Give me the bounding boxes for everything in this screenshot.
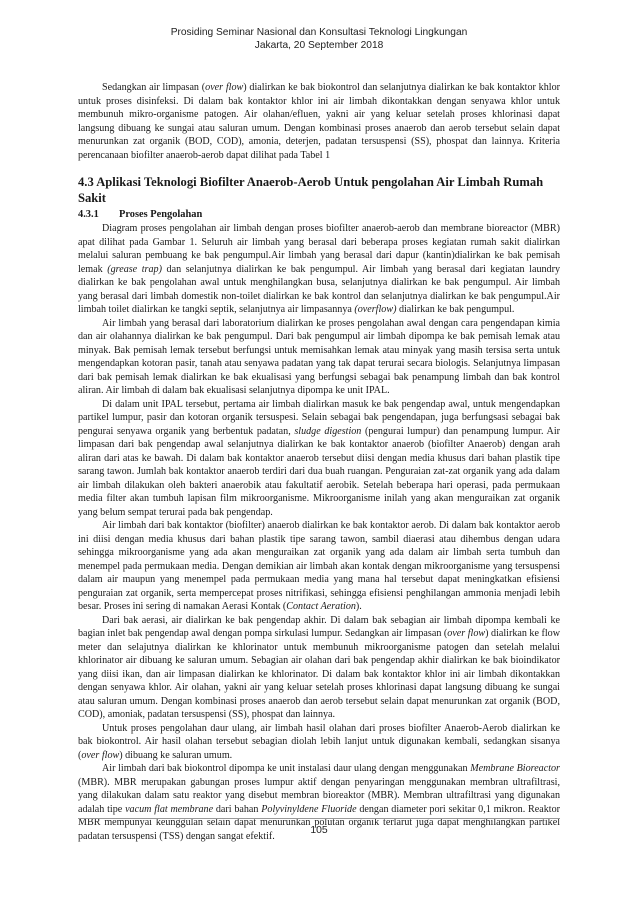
page-number: 105 [310, 825, 328, 836]
paragraph-mbr: Air limbah dari bak biokontrol dipompa ke unit instalasi daur ulang dengan menggunakan Membrane Bioreactor (MBR). MBR merupakan gabungan proses lumpur aktif dengan penyaringan menggunakan membran ultrafiltrasi, yang dilakukan dalam satu reaktor yang disebut membran bioreaktor (MBR). Membran ultrafiltrasi yang digunakan adalah tipe vacum flat membrane dari bahan Polyvinyldene Fluoride dengan diameter pori sekitar 0,1 mikron. Reaktor MBR mempunyai keunggulan selain dapat menurunkan polutan organik terlarut juga dapat menghilangkan partikel padatan tersuspensi (TSS) dengan sangat efektif. [78, 763, 560, 842]
paragraph-recycling: Untuk proses pengolahan daur ulang, air limbah hasil olahan dari proses biofilter Anaerob-Aerob dialirkan ke bak biokontrol. Air hasil olahan tersebut sebagian diolah lebih lanjut untuk digunakan kembali, sedangkan sisanya (over flow) dibuang ke saluran umum. [78, 722, 560, 761]
paragraph-aeration: Dari bak aerasi, air dialirkan ke bak pengendap akhir. Di dalam bak sebagian air limbah dipompa kembali ke bagian inlet bak pengendap awal dengan pompa sirkulasi lumpur. Sedangkan air limpasan (over flow) dialirkan ke flow meter dan selajutnya dialirkan ke khlorinator untuk membunuh mikroorganisme patogen dan setelah melalui khlorinator air dibuang ke saluran umum. Sebagian air olahan dari bak pengendap akhir dialirkan ke bak bioindikator yang diisi ikan, dan air limpasan dialirkan ke khlorinator. Di dalam bak kontaktor khlor ini air limbah dikontakkan dengan senyawa khlor. Air olahan, yakni air yang keluar setelah proses khlorinasi dapat langsung dibuang ke sungai atau saluran umum. Dengan kombinasi proses anaerob dan aerob tersebut selain dapat menurunkan zat organik (BOD, COD), amoniak, padatan tersuspensi (SS), phospat dan lainnya. [78, 614, 560, 720]
intro-paragraph: Sedangkan air limpasan (over flow) dialirkan ke bak biokontrol dan selanjutnya dialirkan ke bak kontaktor khlor untuk proses disinfeksi. Di dalam bak kontaktor khlor ini air limbah dikontakkan dengan senyawa khlor untuk membunuh mikro-organisme patogen. Air olahan/efluen, yakni air yang keluar setelah proses khlorinasi dapat langsung dibuang ke sungai atau saluran umum. Dengan kombinasi proses anaerob dan aerob tersebut selain dapat menurunkan zat organik (BOD, COD), amonia, deterjen, padatan tersuspensi (SS), phospat dan lainnya. Kriteria perencanaan biofilter anaerob-aerob dapat dilihat pada Tabel 1 [78, 82, 560, 161]
subsection-title: Proses Pengolahan [119, 209, 203, 220]
paragraph-laboratory: Air limbah yang berasal dari laboratorium dialirkan ke proses pengolahan awal dengan cara pengendapan kimia dan air olahannya dialirkan ke bak pengumpul. Dari bak pengumpul air limbah dipompa ke bak pemisah lemak atau minyak. Bak pemisah lemak tersebut berfungsi untuk memisahkan lemak atau minyak yang masih tersisa serta untuk mengendapkan kotoran pasir, tanah atau senyawa padatan yang tak dapat terurai secara biologis. Selanjutnya limpasan dari bak pemisah lemak dialirkan ke bak ekualisasi yang berfungsi sebagai bak penampung limbah dan bak kontrol aliran. Air limbah di dalam bak ekualisasi selanjutnya dipompa ke unit IPAL. [78, 317, 560, 396]
body-text [78, 81, 560, 843]
paragraph-ipal-unit: Di dalam unit IPAL tersebut, pertama air limbah dialirkan masuk ke bak pengendap awal, untuk mengendapkan partikel lumpur, pasir dan kotoran organik tersuspesi. Selain sebagai bak pengendapan, juga berfungsasi sebagai bak pengurai senyawa organik yang berbentuk padatan, sludge digestion (pengurai lumpur) dan penampung lumpur. Air limpasan dari bak pengendap awal selanjutnya dialirkan ke bak kontaktor anaerob (biofilter Anaerob) dengan arah aliran dari atas ke bawah. Di dalam bak kontaktor anaerob tersebut diisi dengan media khusus dari bahan plastik tipe sarang tawon. Jumlah bak kontaktor anaerob terdiri dari dua buah ruangan. Penguraian zat-zat organik yang ada dalam air limbah dilakukan oleh bakteri anaerobik atau fakultatif aerobik. Setelah beberapa hari operasi, pada permukaan media filter akan tumbuh lapisan film mikroorganisme. Mikroorganisme inilah yang akan menguraikan zat organik yang belum sempat terurai pada bak pengendap. [78, 398, 560, 518]
subsection-heading [78, 208, 560, 221]
header-title: Prosiding Seminar Nasional dan Konsultasi Teknologi Lingkungan [170, 27, 468, 38]
footer-divider [78, 818, 560, 819]
subsection-number: 4.3.1 [78, 209, 99, 220]
paragraph-diagram-process: Diagram proses pengolahan air limbah dengan proses biofilter anaerob-aerob dan membrane bioreactor (MBR) apat dilihat pada Gambar 1. Seluruh air limbah yang berasal dari beberapa proses kegiatan rumah sakit dialirkan melalui saluran pembuang ke bak pengumpul.Air limbah yang berasal dari dapur (kantin)dialirkan ke bak pemisah lemak (grease trap) dan selanjutnya dialirkan ke bak pengumpul. Air limbah yang berasal dari kegiatan laundry dialirkan ke bak pengolahan awal untuk menghilangkan busa, selanjutnya dialirkan ke bak pengumpul. Air limbah yang berasal dari limbah domestik non-toilet dialirkan ke bak kontrol dan selanjutnya dialirkan ke bak pengumpul.Air limbah toilet dialirkan ke tangki septik, selanjutnya air limpasannya (overflow) dialirkan ke bak pengumpul. [78, 223, 561, 315]
section-heading: 4.3 Aplikasi Teknologi Biofilter Anaerob-Aerob Untuk pengolahan Air Limbah Rumah Sakit [78, 175, 544, 205]
paragraph-aerob-contactor: Air limbah dari bak kontaktor (biofilter) anaerob dialirkan ke bak kontaktor aerob. Di dalam bak kontaktor aerob ini diisi dengan media khusus dari bahan plastik tipe sarang tawon, sambil diaerasi atau dihembus dengan udara sehingga mikroorganisme yang ada akan menguraikan zat organik yang ada dalam air limbah serta tumbuh dan menempel pada permukaan media. Dengan demikian air limbah akan kontak dengan mikroorganisme yang tersuspensi dalam air maupun yang menempel pada permukaan media yang mana hal tersebut dapat meningkatkan efisiensi penguraian zat organik, serta mempercepat proses nitrifikasi, sehingga efisiensi penghilangan ammonia menjadi lebih besar. Proses ini sering di namakan Aerasi Kontak (Contact Aeration). [78, 520, 560, 612]
running-header [0, 26, 638, 52]
header-date: Jakarta, 20 September 2018 [254, 40, 384, 51]
